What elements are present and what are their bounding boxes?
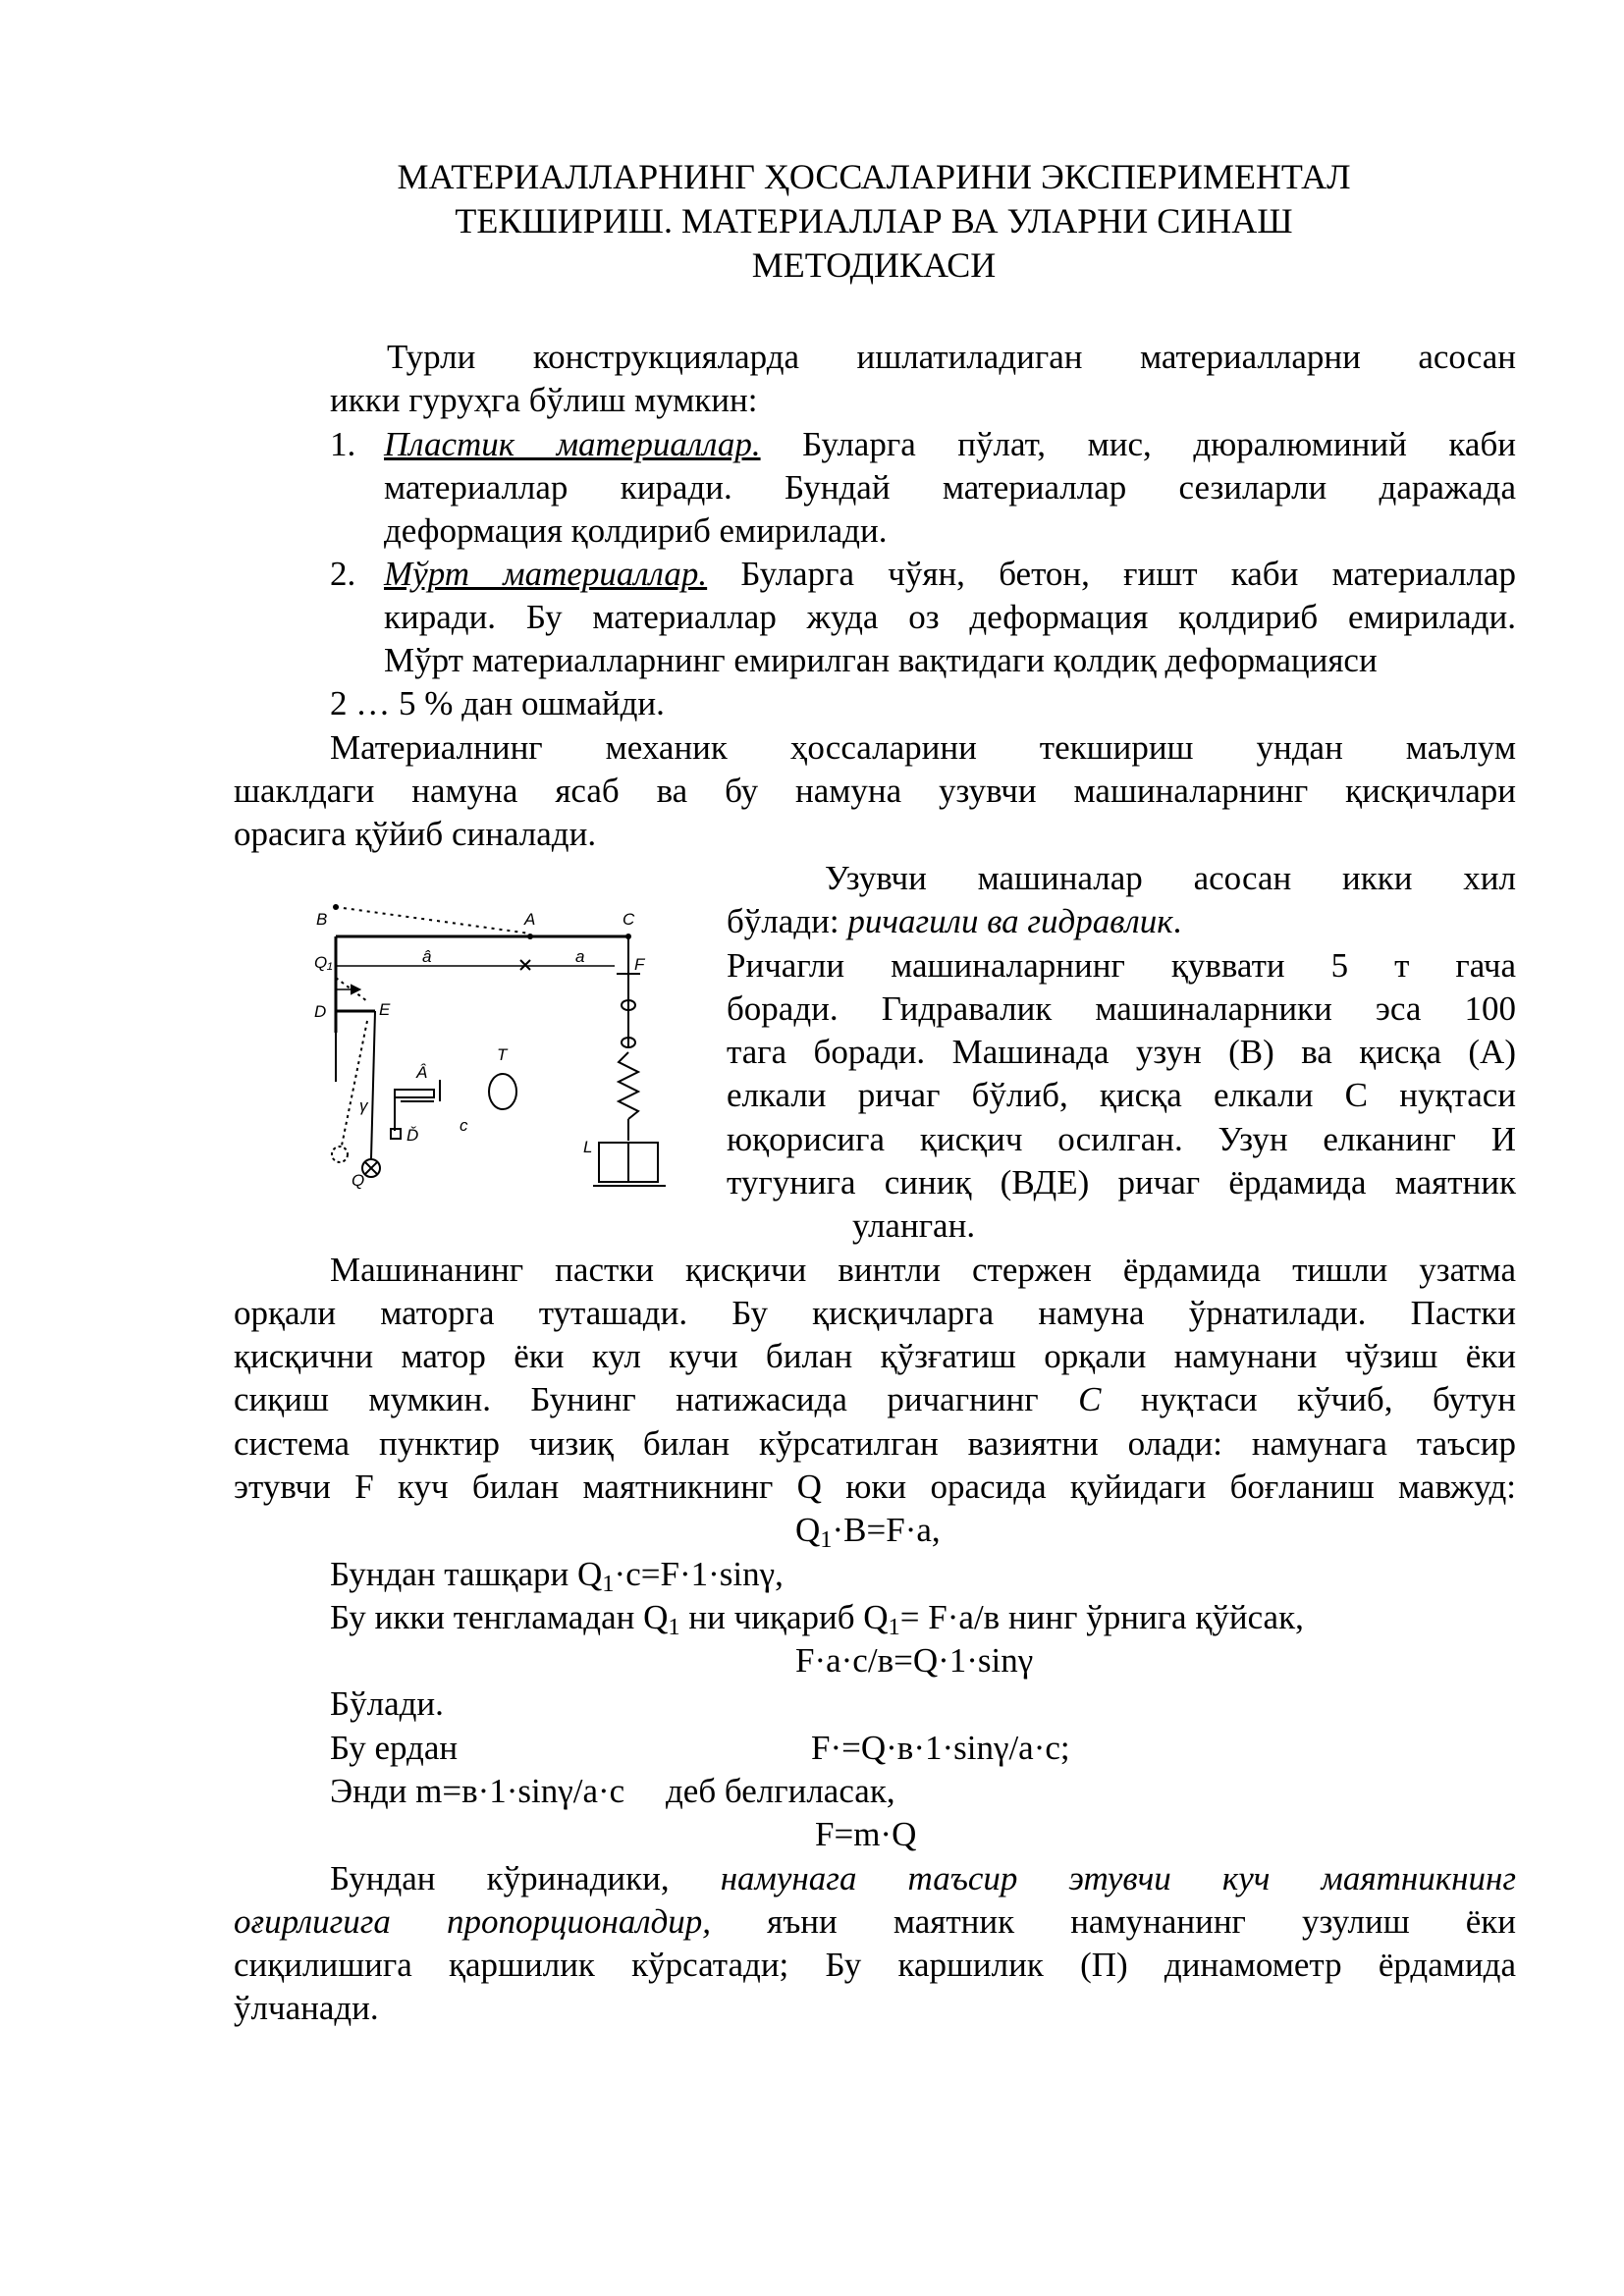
dial-t [489, 1074, 516, 1109]
para2-line-4-text: сиқиш мумкин. Бунинг натижасида ричагнинг [234, 1380, 1079, 1418]
para1-line-1: Материалнинг механик ҳоссаларини текшириш ундан маълум [330, 728, 1516, 767]
para2-line-3: қисқични матор ёки кул кучи билан қўзғатиш орқали намунани чўзиш ёки [234, 1337, 1516, 1375]
side-line-8: тугунига синиқ (ВДЕ) ричаг ёрдамида маятник [727, 1163, 1516, 1201]
label-d: D [314, 1002, 327, 1021]
label-d-small: Ď [406, 1126, 419, 1145]
side-line-2-period: . [1172, 902, 1182, 940]
side-line-2 [727, 900, 1181, 943]
para2-line-5: система пунктир чизиқ билан кўрсатилган вазиятни олади: намунага таъсир [234, 1424, 1516, 1463]
list-item-2-line-4: 2 … 5 % дан ошмайди. [330, 684, 665, 722]
label-l: L [583, 1138, 593, 1156]
side-line-9: уланган. [852, 1206, 976, 1245]
label-e: E [379, 1000, 391, 1019]
brittle-materials-term: Мўрт материаллар. [384, 555, 708, 593]
intro-line-2: икки гуруҳга бўлиш мумкин: [330, 381, 758, 419]
point-c: C [1078, 1380, 1102, 1418]
line-bu-erdan-label: Бу ердан [330, 1729, 459, 1767]
list-item-2-line-3: Мўрт материалларнинг емирилган вақтидаги қолдиқ деформацияси [384, 641, 1378, 679]
side-line-5: тага боради. Машинада узун (В) ва қисқа (А) [727, 1033, 1516, 1071]
line-endi-rest: деб белгиласак, [666, 1772, 895, 1810]
equation-1: $Q_1\cdot B=F\cdot a$, [795, 1511, 941, 1554]
final-line-2 [234, 1900, 1516, 1944]
label-c-small: c [460, 1116, 468, 1135]
list-item-2-line-2: киради. Бу материаллар жуда оз деформация қолдириб емирилади. [384, 598, 1516, 636]
list-item-1-text: Буларга пўлат, мис, дюралюминий каби [760, 425, 1516, 463]
deflected-lever [336, 907, 530, 934]
spring [619, 1052, 638, 1119]
label-t: T [497, 1045, 508, 1064]
label-a: A [524, 910, 536, 929]
equation-4: F=m·Q [815, 1815, 917, 1853]
list-item-2-text: Буларга чўян, бетон, ғишт каби материаллар [707, 555, 1516, 593]
lever-machine-diagram [312, 895, 685, 1200]
final-line-1-text: Бундан кўринадики, [330, 1859, 721, 1897]
para2-line-4-rest: нуқтаси кўчиб, бутун [1101, 1380, 1516, 1418]
side-line-1: Узувчи машиналар асосан икки хил [825, 859, 1516, 897]
list-item-1-number: 1. [330, 425, 356, 463]
side-line-4: боради. Гидравалик машиналарники эса 100 [727, 989, 1516, 1028]
side-line-3: Ричагли машиналарнинг қуввати 5 т гача [727, 946, 1516, 985]
intro-line-1: Турли конструкцияларда ишлатиладиган материалларни асосан [387, 338, 1516, 376]
device-a [395, 1090, 434, 1097]
label-b: B [316, 910, 328, 929]
list-item-1-line-2: материаллар киради. Бундай материаллар сезиларли даражада [384, 468, 1516, 507]
side-line-7: юқорисига қисқич осилган. Узун елканинг И [727, 1120, 1516, 1158]
line-buladi: Бўлади. [330, 1684, 444, 1723]
line-bundan: Бундан ташқари $Q_1\cdot c=F\cdot 1\cdot\sin\gamma$, [330, 1555, 784, 1598]
label-f: F [634, 955, 645, 974]
label-a-small: Â [416, 1063, 428, 1082]
list-item-2-line-1 [384, 553, 1516, 596]
label-q: Q [352, 1171, 365, 1190]
pendulum-deflected [342, 1021, 367, 1146]
title-line-1: МАТЕРИАЛЛАРНИНГ ҲОССАЛАРИНИ ЭКСПЕРИМЕНТАЛ [397, 157, 1351, 196]
side-line-2-text: бўлади: [727, 902, 848, 940]
plastic-materials-term: Пластик материаллар. [384, 425, 761, 463]
para1-line-2: шаклдаги намуна ясаб ва бу намуна узувчи машиналарнинг қисқичлари [234, 772, 1516, 810]
para1-line-3: орасига қўйиб синалади. [234, 815, 597, 853]
label-q1: Q₁ [314, 953, 333, 972]
para2-line-4 [234, 1378, 1516, 1421]
title-line-2: ТЕКШИРИШ. МАТЕРИАЛЛАР ВА УЛАРНИ СИНАШ [455, 201, 1293, 240]
label-a-short: a [575, 947, 585, 966]
pendulum-rod [371, 1011, 375, 1158]
line-endi: Энди m=в·1·sinγ/a·c [330, 1772, 625, 1810]
para2-line-6: этувчи F куч билан маятникнинг Q юки орасида қуйидаги боғланиш мавжуд: [234, 1468, 1516, 1506]
list-item-2-number: 2. [330, 555, 356, 593]
equation-3: F·=Q·в·1·sinγ/a·c; [811, 1729, 1070, 1767]
final-line-2-italic: оғирлигига пропорционалдир, [234, 1902, 712, 1941]
list-item-1-line-3: деформация қолдириб емирилади. [384, 511, 888, 550]
final-line-1-italic: намунага таъсир этувчи куч маятникнинг [720, 1859, 1516, 1897]
final-line-3: сиқилишига қаршилик кўрсатади; Бу каршилик (П) динамометр ёрдамида [234, 1946, 1516, 1984]
final-line-1 [330, 1857, 1516, 1900]
final-line-2-text: яъни маятник намунанинг узулиш ёки [711, 1902, 1517, 1941]
label-a-long: â [422, 947, 432, 966]
machine-types: ричагили ва гидравлик [847, 902, 1173, 940]
title-line-3: МЕТОДИКАСИ [751, 245, 997, 285]
side-line-6: елкали ричаг бўлиб, қисқа елкали С нуқтаси [727, 1076, 1516, 1114]
equation-2: F·a·c/в=Q·1·sinγ [795, 1641, 1034, 1680]
para2-line-1: Машинанинг пастки қисқичи винтли стержен ёрдамида тишли узатма [330, 1251, 1516, 1289]
list-item-1-line-1 [384, 423, 1516, 466]
line-bu-ikki: Бу икки тенгламадан $Q_1$ ни чиқариб $Q_1= F\cdot a/в$ нинг ўрнига қўйсак, [330, 1598, 1304, 1641]
label-gamma: γ [359, 1096, 368, 1115]
final-line-4: ўлчанади. [234, 1989, 379, 2027]
label-c: C [623, 910, 635, 929]
para2-line-2: орқали маторга туташади. Бу қисқичларга намуна ўрнатилади. Пастки [234, 1294, 1516, 1332]
